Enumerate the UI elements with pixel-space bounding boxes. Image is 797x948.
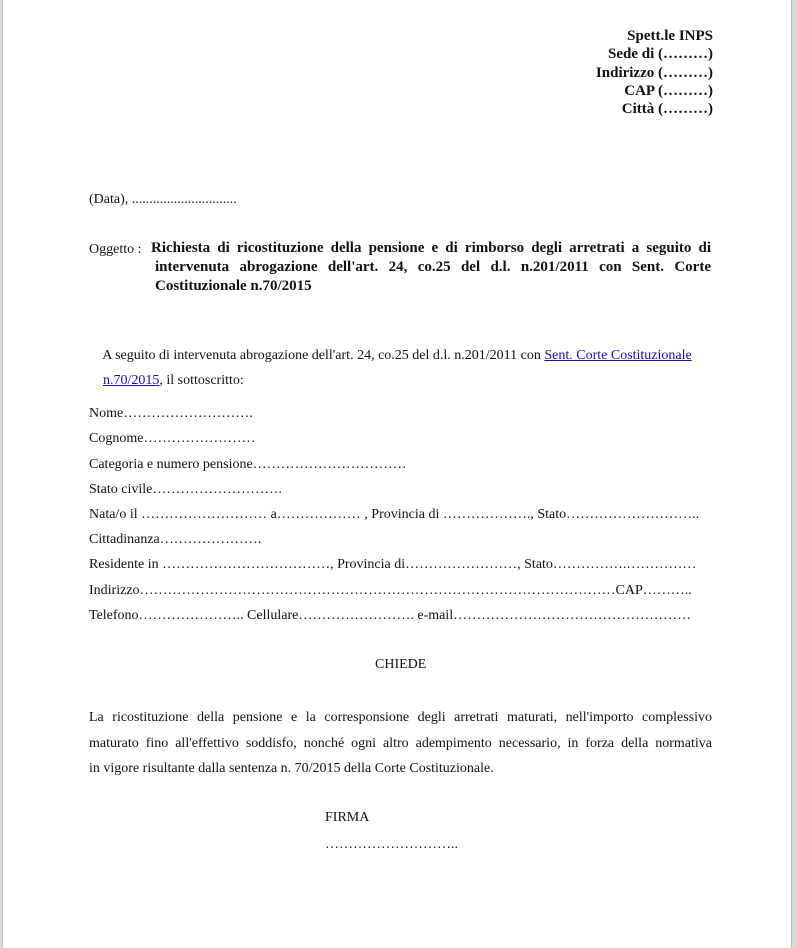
intro-rest: , il sottoscritto: xyxy=(159,373,244,388)
field-nascita: Nata/o il ……………………… a……………… , Provincia di ………………., Stato……………………….. xyxy=(89,507,700,522)
sentence-link[interactable]: Sent. Corte Costituzionale xyxy=(544,348,692,363)
recipient-line-5: Città (………) xyxy=(621,101,713,117)
intro-text: A seguito di intervenuta abrogazione dell'art. 24, co.25 del d.l. n.201/2011 con xyxy=(102,348,545,363)
sentence-link-cont[interactable]: n.70/2015 xyxy=(103,373,160,388)
body-line-2: maturato fino all'effettivo soddisfo, nonché ogni altro adempimento necessario, in forza della normativa xyxy=(89,736,712,751)
subject-label: Oggetto : xyxy=(89,242,142,257)
document-page xyxy=(2,0,792,948)
field-residenza: Residente in ………………………………, Provincia di……………………, Stato…………….…………… xyxy=(89,557,697,572)
subject-line-3: Costituzionale n.70/2015 xyxy=(155,278,312,294)
body-line-1: La ricostituzione della pensione e la corresponsione degli arretrati maturati, nell'importo complessivo xyxy=(89,710,712,725)
chiede-heading: CHIEDE xyxy=(375,657,427,672)
signature-line: ……………………….. xyxy=(325,837,458,852)
signature-label: FIRMA xyxy=(325,810,370,825)
recipient-line-1: Spett.le INPS xyxy=(627,28,713,44)
field-cittadinanza: Cittadinanza…………………. xyxy=(89,532,262,547)
subject-line-1: Richiesta di ricostituzione della pensione e di rimborso degli arretrati a seguito di xyxy=(151,240,711,256)
date-line: (Data), .............................. xyxy=(89,192,237,207)
recipient-line-4: CAP (………) xyxy=(624,83,713,99)
intro-line-2 xyxy=(89,355,244,406)
body-line-3: in vigore risultante dalla sentenza n. 70/2015 della Corte Costituzionale. xyxy=(89,761,494,776)
field-categoria: Categoria e numero pensione…………………………… xyxy=(89,457,407,472)
field-stato-civile: Stato civile………………………. xyxy=(89,482,282,497)
field-indirizzo: Indirizzo…………………………………………………………………………………………CAP……….. xyxy=(89,583,692,598)
field-cognome: Cognome…………………… xyxy=(89,431,256,446)
recipient-line-3: Indirizzo (………) xyxy=(595,65,713,81)
field-nome: Nome………………………. xyxy=(89,406,253,421)
field-contatti: Telefono………………….. Cellulare……………………. e-mail…………………………………………… xyxy=(89,608,692,623)
recipient-line-2: Sede di (………) xyxy=(608,46,713,62)
subject-line-2: intervenuta abrogazione dell'art. 24, co.25 del d.l. n.201/2011 con Sent. Corte xyxy=(155,259,711,275)
